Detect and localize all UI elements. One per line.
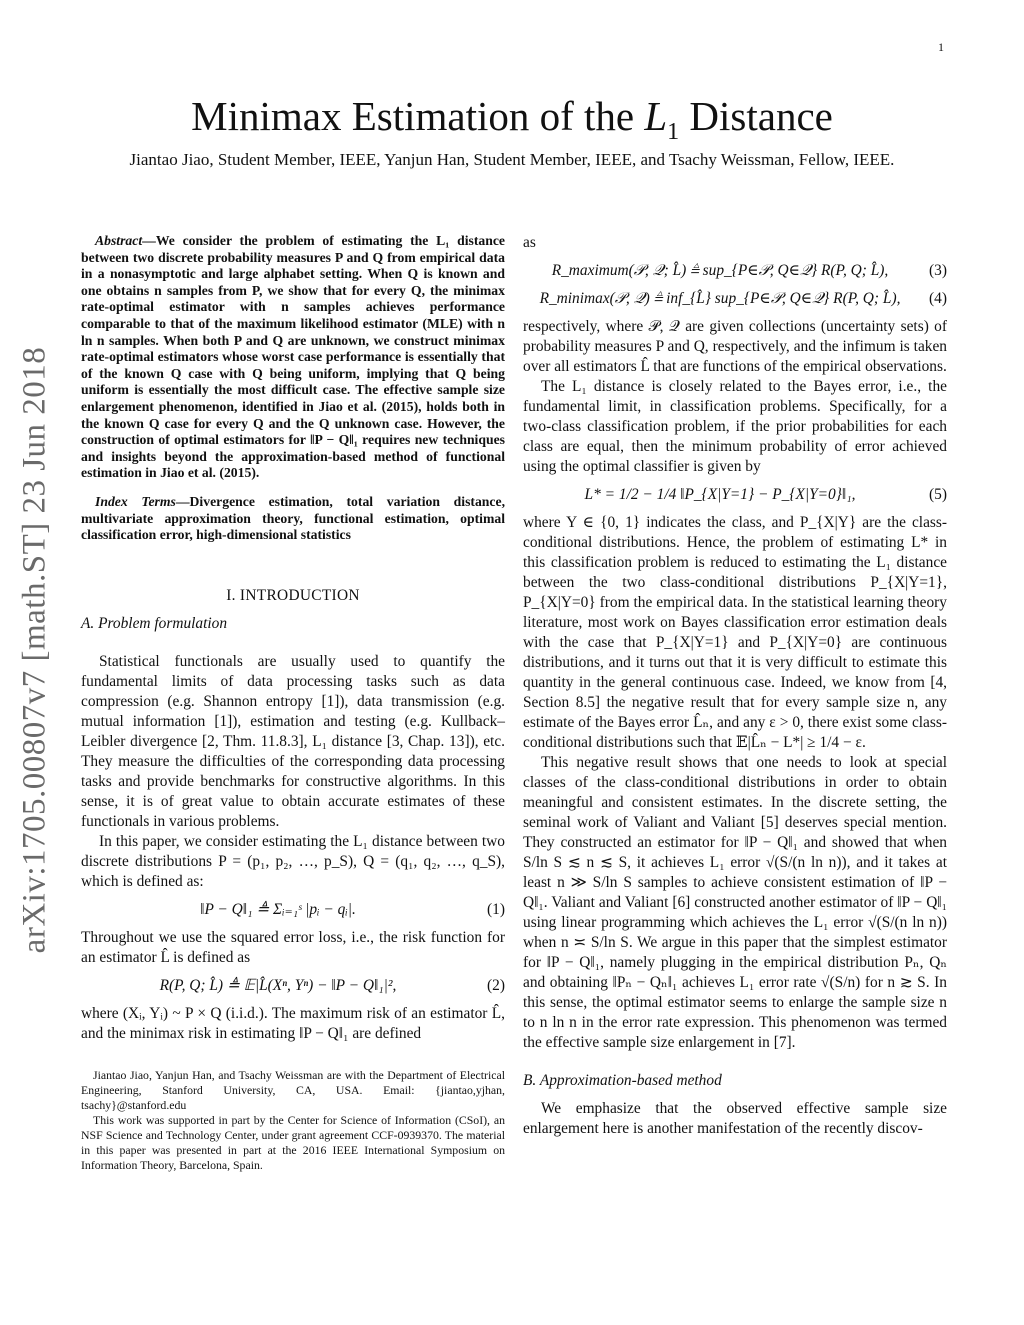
intro-paragraph-2: In this paper, we consider estimating the L₁ distance between two discrete distributions P = (p₁, p₂, …, p_S), Q = (q₁, q₂, …, q_S), which is defined as: bbox=[81, 832, 505, 890]
footnotes bbox=[81, 1068, 505, 1173]
right-paragraph-1: respectively, where 𝒫, 𝒬 are given collections (uncertainty sets) of probability measures P and Q, respectively, and the infimum is taken over all estimators L̂ that are functions of the empirical observations. bbox=[523, 318, 947, 375]
footnote-affiliation: Jiantao Jiao, Yanjun Han, and Tsachy Weissman are with the Department of Electrical Engineering, Stanford University, CA, USA. Email: {jiantao,yjhan, tsachy}@stanford.edu bbox=[81, 1067, 505, 1112]
left-column bbox=[81, 233, 505, 1173]
authors: Jiantao Jiao, Student Member, IEEE, Yanjun Han, Student Member, IEEE, and Tsachy Weissman, Fellow, IEEE. bbox=[129, 150, 895, 169]
equation-3-body: R_maximum(𝒫, 𝒬; L̂) ≜ sup_{P∈𝒫, Q∈𝒬} R(P, Q; L̂), bbox=[551, 262, 889, 279]
abstract bbox=[81, 233, 505, 482]
right-as: as bbox=[523, 234, 536, 251]
subsection-approximation-method: B. Approximation-based method bbox=[523, 1072, 722, 1089]
equation-2-number: (2) bbox=[487, 976, 505, 994]
right-paragraph-4: This negative result shows that one needs to look at special classes of the class-conditional distributions in order to obtain meaningful and consistent estimates. In the discrete setting, the seminal work of Valiant and Valiant [5] deserves special mention. They constructed an estimator for ‖P − Q‖₁ and showed that when S/ln S ≲ n ≲ S, it achieves L₁ error √(S/(n ln n)), and it takes at least n ≫ S/ln S samples to achieve consistent estimation of ‖P − Q‖₁. Valiant and Valiant [6] constructed another estimator of ‖P − Q‖₁ using linear programming which achieves the L₁ error √(S/(n ln n)) when n ≍ S/ln S. We argue in this paper that the simplest estimator for ‖P − Q‖₁, namely plugging in the empirical distribution Pₙ, Qₙ and obtaining ‖Pₙ − Qₙ‖₁ achieves L₁ error rate √(S/n) for n ≳ S. In this sense, the optimal estimator seems to enlarge the sample size n to n ln n in the error rate expression. This phenomenon was termed the effective sample size enlargement in [7]. bbox=[523, 754, 947, 1051]
equation-1 bbox=[81, 900, 505, 920]
equation-1-number: (1) bbox=[487, 900, 505, 918]
title-math: L bbox=[644, 93, 668, 139]
right-paragraph-3: where Y ∈ {0, 1} indicates the class, and P_{X|Y} are the class-conditional distributions. Hence, the problem of estimating L* in this classification problem is reduced to estimating the L₁ distance between the two class-conditional distributions P_{X|Y=1}, P_{X|Y=0} from the empirical data. In the statistical learning theory literature, most work on Bayes classification error estimation deals with the case that P_{X|Y=1} and P_{X|Y=0} are continuous distributions, and it turns out that it is very difficult to estimate this quantity in the general continuous case. Indeed, we know from [4, Section 8.5] the negative result that for every sample size n, any estimate of the Bayes error L̂ₙ, and any ε > 0, there exist some class-conditional distributions such that 𝔼|L̂ₙ − L*| ≥ 1/4 − ε. bbox=[523, 514, 947, 751]
paper-title bbox=[0, 92, 1024, 146]
arxiv-identifier: arXiv:1705.00807v7 [math.ST] 23 Jun 2018 bbox=[16, 346, 53, 954]
equation-3 bbox=[523, 261, 947, 281]
arxiv-sidebar bbox=[10, 330, 60, 970]
equation-5-body: L* = 1/2 − 1/4 ‖P_{X|Y=1} − P_{X|Y=0}‖₁, bbox=[584, 486, 856, 503]
right-paragraph-5: We emphasize that the observed effective sample size enlargement here is another manifestation of the recently discov- bbox=[523, 1100, 947, 1137]
index-terms bbox=[81, 494, 505, 544]
abstract-label: Abstract bbox=[95, 233, 143, 248]
page-number: 1 bbox=[938, 40, 944, 54]
subsection-problem-formulation: A. Problem formulation bbox=[81, 614, 228, 632]
index-terms-label: Index Terms bbox=[95, 493, 176, 509]
equation-5-number: (5) bbox=[929, 486, 947, 503]
equation-5 bbox=[523, 485, 947, 505]
intro-paragraph-4: where (Xᵢ, Yᵢ) ~ P × Q (i.i.d.). The maximum risk of an estimator L̂, and the minimax risk in estimating ‖P − Q‖₁ are defined bbox=[81, 1004, 505, 1042]
section-heading-introduction: I. INTRODUCTION bbox=[226, 586, 360, 604]
equation-2-body: R(P, Q; L̂) ≜ 𝔼|L̂(Xⁿ, Yⁿ) − ‖P − Q‖₁|², bbox=[159, 976, 397, 994]
equation-4-number: (4) bbox=[929, 290, 947, 307]
title-math-sub: 1 bbox=[667, 119, 680, 146]
equation-3-number: (3) bbox=[929, 262, 947, 279]
title-prefix: Minimax Estimation of the bbox=[191, 93, 645, 139]
equation-4 bbox=[523, 289, 947, 309]
abstract-text: —We consider the problem of estimating the L₁ distance between two discrete probability measures P and Q from empirical data in a nonasymptotic and large alphabet setting. When Q is known and one obtains n samples from P, we show that for every Q, the minimax rate-optimal estimator with n samples achieves performance comparable to that of the maximum likelihood estimator (MLE) with n ln n samples. When both P and Q are unknown, we construct minimax rate-optimal estimators whose worst case performance is essentially that of the known Q case with Q being uniform, implying that Q being uniform is essentially the most difficult case. The effective sample size enlargement phenomenon, identified in Jiao et al. (2015), holds both in the known Q case for every Q and the Q unknown case. However, the construction of optimal estimators for ‖P − Q‖₁ requires new techniques and insights beyond the approximation-based method of functional estimation in Jiao et al. (2015). bbox=[81, 233, 505, 481]
title-suffix: Distance bbox=[679, 93, 833, 139]
intro-paragraph-1: Statistical functionals are usually used to quantify the fundamental limits of data processing tasks such as data compression (e.g. Shannon entropy [1]), data transmission (e.g. mutual information [1]), estimation and testing (e.g. Kullback–Leibler divergence [2, Thm. 11.8.3], L₁ distance [3, Chap. 13]), etc. They measure the difficulties of the corresponding data processing tasks and provide benchmarks for constructive algorithms. In this sense, it is of great value to obtain accurate estimates of these functionals in various problems. bbox=[81, 652, 505, 830]
equation-4-body: R_minimax(𝒫, 𝒬) ≜ inf_{L̂} sup_{P∈𝒫, Q∈𝒬} R(P, Q; L̂), bbox=[539, 290, 901, 307]
intro-paragraph-3: Throughout we use the squared error loss, i.e., the risk function for an estimator L̂ is defined as bbox=[81, 928, 505, 966]
right-paragraph-2: The L₁ distance is closely related to the Bayes error, i.e., the fundamental limit, in classification problems. Specifically, for a two-class classification problem, if the prior probabilities for each class are equal, then the minimum probability of error achieved using the optimal classifier is given by bbox=[523, 378, 947, 475]
equation-1-body: ‖P − Q‖₁ ≜ Σᵢ₌₁ˢ |pᵢ − qᵢ|. bbox=[200, 900, 356, 918]
right-column bbox=[523, 233, 947, 1139]
index-terms-text: —Divergence estimation, total variation distance, multivariate approximation theory, functional estimation, optimal classification error, high-dimensional statistics bbox=[81, 493, 505, 543]
footnote-funding: This work was supported in part by the Center for Science of Information (CSoI), an NSF Science and Technology Center, under grant agreement CCF-0939370. The material in this paper was presented in part at the 2016 IEEE International Symposium on Information Theory, Barcelona, Spain. bbox=[81, 1112, 505, 1172]
equation-2 bbox=[81, 976, 505, 996]
